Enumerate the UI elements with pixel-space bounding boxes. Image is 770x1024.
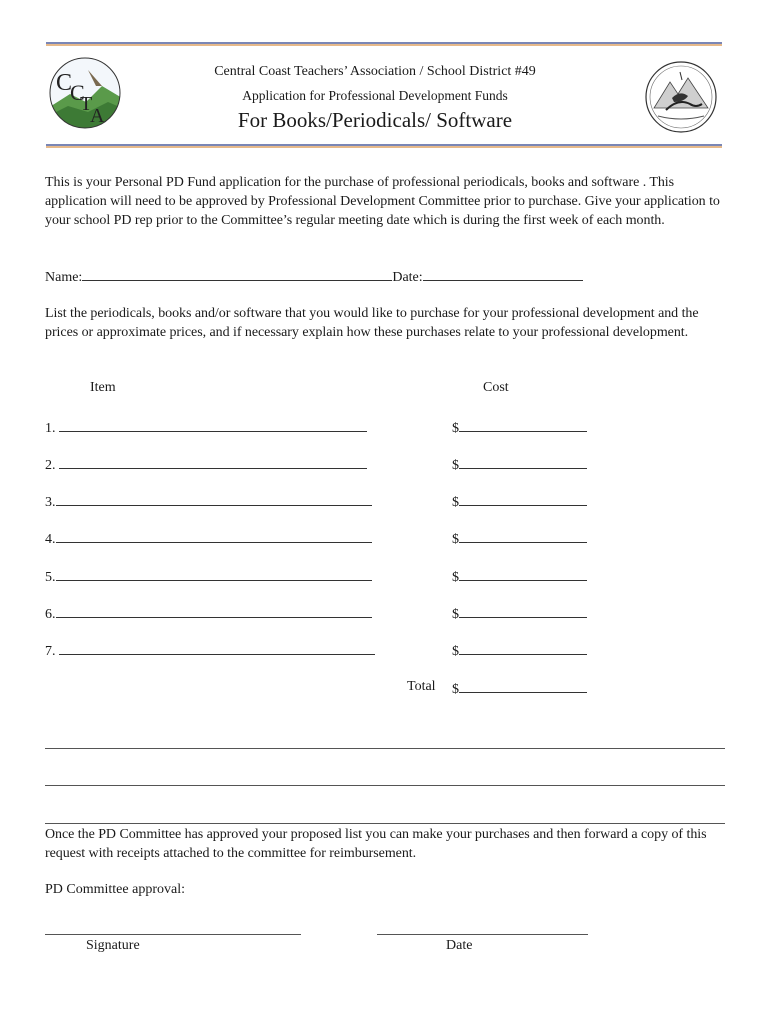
item-row <box>45 641 375 660</box>
item-row <box>45 455 367 474</box>
explanation-line[interactable] <box>45 748 725 749</box>
org-line: Central Coast Teachers’ Association / School District #49 <box>214 64 536 79</box>
item-column-header: Item <box>90 380 116 395</box>
item-row <box>45 567 372 586</box>
explanation-line[interactable] <box>45 785 725 786</box>
closing-paragraph: Once the PD Committee has approved your proposed list you can make your purchases and then forward a copy of this request with receipts attached to the committee for reimbursement. <box>45 827 707 861</box>
logo-letter-t: T <box>80 93 93 115</box>
currency-symbol: $ <box>452 644 459 659</box>
date-label: Date: <box>392 270 423 285</box>
cost-row <box>452 529 587 548</box>
intro-paragraph: This is your Personal PD Fund application for the purchase of professional periodicals, books and software . This application will need to be approved by Professional Development Committee prior to purchase. Give your application to your school PD rep prior to the Committee’s regular meeting date which is during the first week of each month. <box>45 175 720 228</box>
logo-letter-c2: C <box>70 80 85 105</box>
item-field[interactable] <box>56 529 372 543</box>
ccta-logo <box>48 56 122 130</box>
total-row <box>452 679 587 698</box>
item-field[interactable] <box>59 455 367 469</box>
signature-label: Signature <box>86 938 140 953</box>
row-number: 4. <box>45 532 56 547</box>
item-field[interactable] <box>59 418 367 432</box>
row-number: 3. <box>45 495 56 510</box>
explanation-line[interactable] <box>45 823 725 824</box>
cost-field[interactable] <box>459 604 587 618</box>
approval-label: PD Committee approval: <box>45 882 185 897</box>
cost-column-header: Cost <box>483 380 509 395</box>
cost-row <box>452 567 587 586</box>
logo-letter-c1: C <box>56 70 73 96</box>
item-row <box>45 604 372 623</box>
currency-symbol: $ <box>452 607 459 622</box>
currency-symbol: $ <box>452 495 459 510</box>
cost-field[interactable] <box>459 641 587 655</box>
date-field[interactable] <box>423 267 583 281</box>
cost-row <box>452 455 587 474</box>
name-label: Name: <box>45 270 83 285</box>
row-number: 2. <box>45 458 56 473</box>
item-field[interactable] <box>56 492 372 506</box>
row-number: 1. <box>45 421 56 436</box>
instructions-paragraph: List the periodicals, books and/or software that you would like to purchase for your professional development and the prices or approximate prices, and if necessary explain how these purchases relate to your professional development. <box>45 306 699 340</box>
cost-row <box>452 604 587 623</box>
approval-date-label: Date <box>446 938 473 953</box>
cost-row <box>452 492 587 511</box>
cost-field[interactable] <box>459 418 587 432</box>
item-row <box>45 418 367 437</box>
signature-line[interactable] <box>45 934 301 935</box>
currency-symbol: $ <box>452 570 459 585</box>
currency-symbol: $ <box>452 532 459 547</box>
cost-field[interactable] <box>459 455 587 469</box>
district-crest-logo <box>644 60 718 134</box>
name-date-row <box>45 267 583 286</box>
cost-field[interactable] <box>459 529 587 543</box>
item-field[interactable] <box>59 641 375 655</box>
logo-letter-a: A <box>90 105 105 127</box>
cost-row <box>452 641 587 660</box>
approval-date-line[interactable] <box>377 934 588 935</box>
item-field[interactable] <box>56 604 372 618</box>
item-field[interactable] <box>56 567 372 581</box>
name-field[interactable] <box>82 267 392 281</box>
row-number: 6. <box>45 607 56 622</box>
currency-symbol: $ <box>452 458 459 473</box>
cost-field[interactable] <box>459 492 587 506</box>
row-number: 5. <box>45 570 56 585</box>
row-number: 7. <box>45 644 56 659</box>
item-row <box>45 529 372 548</box>
cost-field[interactable] <box>459 567 587 581</box>
currency-symbol: $ <box>452 421 459 436</box>
item-row <box>45 492 372 511</box>
application-line: Application for Professional Development Funds <box>242 88 508 103</box>
currency-symbol: $ <box>452 682 459 697</box>
page-title: For Books/Periodicals/ Software <box>237 108 513 132</box>
header-bottom-rule <box>46 144 722 148</box>
total-label: Total <box>407 679 436 694</box>
cost-row <box>452 418 587 437</box>
total-field[interactable] <box>459 679 587 693</box>
top-rule <box>46 42 722 46</box>
